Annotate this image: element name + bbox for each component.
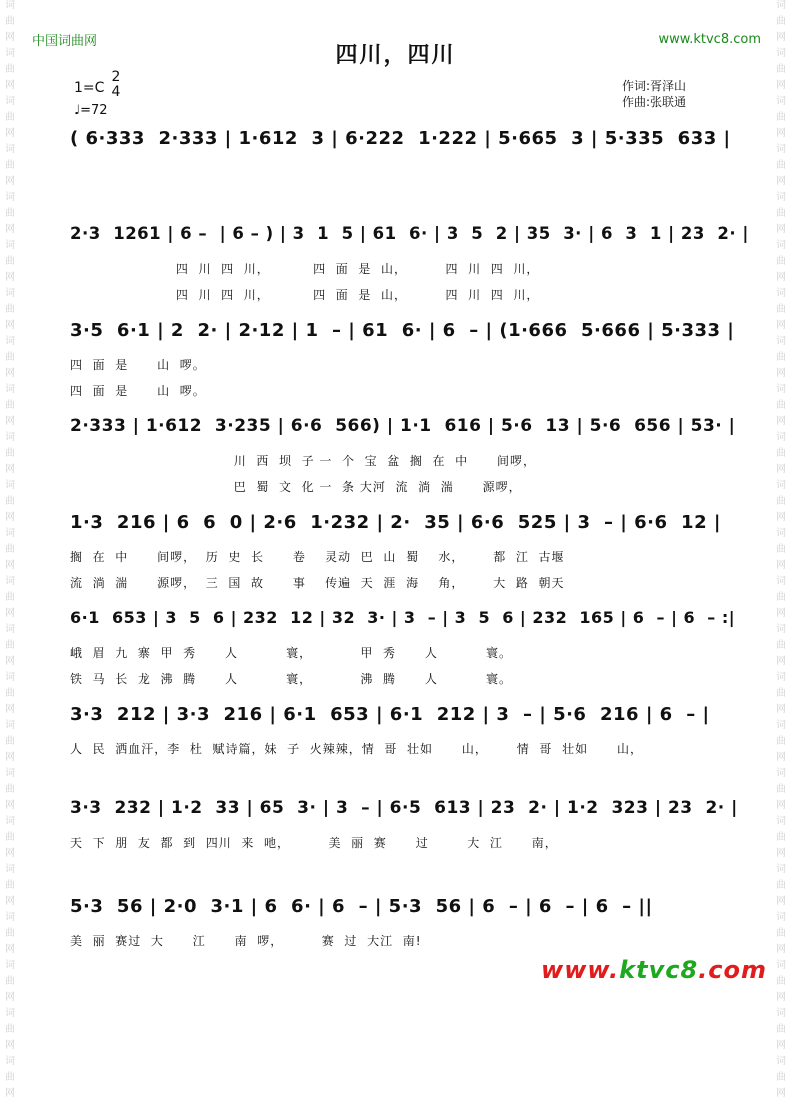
watermark-char: 词 <box>776 624 786 635</box>
watermark-char: 网 <box>776 368 786 379</box>
watermark-char: 词 <box>776 384 786 395</box>
lyric-line: 四 川 四 川， 四 面 是 山， 四 川 四 川， <box>70 262 540 276</box>
watermark-char: 网 <box>776 752 786 763</box>
watermark-char: 词 <box>5 672 15 683</box>
watermark-char: 词 <box>5 0 15 11</box>
watermark-char: 词 <box>5 912 15 923</box>
watermark-char: 词 <box>776 816 786 827</box>
notation-line: 5·3 56 | 2·0 3·1 | 6 6· | 6 – | 5·3 56 | 6 – | 6 – | 6 – || <box>70 896 653 917</box>
watermark-char: 词 <box>5 288 15 299</box>
watermark-char: 词 <box>776 1008 786 1019</box>
watermark-char: 词 <box>5 768 15 779</box>
lyric-line: 四 面 是 山 啰。 <box>70 358 206 372</box>
watermark-char: 网 <box>776 80 786 91</box>
watermark-char: 曲 <box>776 112 786 123</box>
watermark-char: 曲 <box>5 736 15 747</box>
site-name[interactable]: 中国词曲网 <box>32 34 98 49</box>
watermark-char: 网 <box>776 224 786 235</box>
watermark-char: 曲 <box>776 16 786 27</box>
watermark-char: 词 <box>776 192 786 203</box>
watermark-char: 曲 <box>776 1072 786 1083</box>
lyric-line: 川 西 坝 子 一 个 宝 盆 搁 在 中 间啰， <box>70 454 537 468</box>
watermark-char: 词 <box>5 576 15 587</box>
watermark-char: 曲 <box>5 1072 15 1083</box>
watermark-char: 曲 <box>5 400 15 411</box>
watermark-char: 曲 <box>5 16 15 27</box>
lyric-line: 天 下 朋 友 都 到 四川 来 吔， 美 丽 赛 过 大 江 南， <box>70 836 558 850</box>
watermark-char: 网 <box>5 944 15 955</box>
watermark-char: 网 <box>776 1040 786 1051</box>
watermark-char: 词 <box>5 432 15 443</box>
song-title: 四川，四川 <box>335 42 456 68</box>
watermark-char: 词 <box>5 1056 15 1067</box>
watermark-char: 词 <box>776 336 786 347</box>
left-watermark <box>0 0 20 1099</box>
lyric-line: 四 川 四 川， 四 面 是 山， 四 川 四 川， <box>70 288 540 302</box>
watermark-char: 网 <box>776 32 786 43</box>
meter-top: 2 <box>111 69 121 85</box>
lyric-line: 峨 眉 九 寨 甲 秀 人 寰， 甲 秀 人 寰。 <box>70 646 512 660</box>
watermark-char: 曲 <box>5 880 15 891</box>
watermark-char: 曲 <box>5 496 15 507</box>
time-signature <box>110 70 122 100</box>
watermark-char: 词 <box>776 576 786 587</box>
site-url[interactable]: www.ktvc8.com <box>658 32 761 47</box>
watermark-char: 词 <box>5 864 15 875</box>
watermark-char: 曲 <box>776 592 786 603</box>
watermark-char: 曲 <box>776 544 786 555</box>
watermark-char: 词 <box>5 384 15 395</box>
watermark-char: 网 <box>5 512 15 523</box>
watermark-char: 网 <box>776 896 786 907</box>
watermark-char: 曲 <box>5 544 15 555</box>
watermark-char: 词 <box>776 96 786 107</box>
lyric-line: 美 丽 赛过 大 江 南 啰， 赛 过 大江 南! <box>70 934 422 948</box>
watermark-char: 词 <box>5 336 15 347</box>
watermark-char: 网 <box>5 1040 15 1051</box>
watermark-char: 曲 <box>5 160 15 171</box>
watermark-char: 曲 <box>5 784 15 795</box>
watermark-char: 曲 <box>5 256 15 267</box>
watermark-char: 词 <box>5 480 15 491</box>
watermark-char: 词 <box>5 144 15 155</box>
watermark-char: 曲 <box>776 640 786 651</box>
lyric-line: 铁 马 长 龙 沸 腾 人 寰， 沸 腾 人 寰。 <box>70 672 512 686</box>
watermark-char: 曲 <box>5 928 15 939</box>
watermark-char: 网 <box>776 1088 786 1099</box>
notation-line: 1·3 216 | 6 6 0 | 2·6 1·232 | 2· 35 | 6·6 525 | 3 – | 6·6 12 | <box>70 512 721 533</box>
logo-brand: ktvc8 <box>619 956 699 984</box>
lyric-line: 人 民 洒血汗，李 杜 赋诗篇，妹 子 火辣辣，情 哥 壮如 山， 情 哥 壮如 山， <box>70 742 643 756</box>
watermark-char: 网 <box>5 704 15 715</box>
watermark-char: 曲 <box>776 208 786 219</box>
watermark-char: 词 <box>776 480 786 491</box>
watermark-char: 网 <box>5 848 15 859</box>
watermark-char: 网 <box>5 656 15 667</box>
watermark-char: 网 <box>776 992 786 1003</box>
watermark-char: 网 <box>776 656 786 667</box>
watermark-char: 曲 <box>5 304 15 315</box>
lyric-line: 四 面 是 山 啰。 <box>70 384 206 398</box>
meter-bottom: 4 <box>111 84 121 100</box>
watermark-char: 词 <box>776 672 786 683</box>
watermark-char: 曲 <box>776 256 786 267</box>
watermark-char: 曲 <box>5 352 15 363</box>
key-signature: 1=C <box>74 80 105 96</box>
watermark-char: 词 <box>5 48 15 59</box>
composer: 作曲:张联通 <box>622 95 687 109</box>
lyric-line: 巴 蜀 文 化 一 条 大河 流 淌 湍 源啰， <box>70 480 522 494</box>
watermark-char: 词 <box>776 768 786 779</box>
watermark-char: 网 <box>5 464 15 475</box>
watermark-char: 曲 <box>5 640 15 651</box>
watermark-char: 曲 <box>5 688 15 699</box>
notation-line: 3·3 232 | 1·2 33 | 65 3· | 3 – | 6·5 613 | 23 2· | 1·2 323 | 23 2· | <box>70 798 738 818</box>
watermark-char: 曲 <box>776 64 786 75</box>
watermark-char: 曲 <box>776 784 786 795</box>
watermark-char: 词 <box>776 912 786 923</box>
watermark-char: 网 <box>5 128 15 139</box>
watermark-char: 曲 <box>776 928 786 939</box>
watermark-char: 词 <box>5 960 15 971</box>
watermark-char: 曲 <box>5 976 15 987</box>
watermark-char: 网 <box>776 512 786 523</box>
notation-line: ( 6·333 2·333 | 1·612 3 | 6·222 1·222 | 5·665 3 | 5·335 633 | <box>70 128 731 149</box>
watermark-char: 词 <box>5 624 15 635</box>
watermark-char: 曲 <box>776 304 786 315</box>
watermark-char: 词 <box>5 240 15 251</box>
watermark-char: 网 <box>5 608 15 619</box>
logo-prefix: www. <box>541 956 620 984</box>
watermark-char: 网 <box>776 128 786 139</box>
watermark-char: 曲 <box>776 976 786 987</box>
watermark-char: 曲 <box>5 64 15 75</box>
watermark-char: 曲 <box>5 208 15 219</box>
watermark-char: 网 <box>776 800 786 811</box>
watermark-char: 曲 <box>5 832 15 843</box>
watermark-char: 网 <box>776 704 786 715</box>
watermark-char: 网 <box>5 32 15 43</box>
logo-suffix: .com <box>698 956 767 984</box>
watermark-char: 词 <box>776 48 786 59</box>
notation-line: 2·3 1261 | 6 – | 6 – ) | 3 1 5 | 61 6· | 3 5 2 | 35 3· | 6 3 1 | 23 2· | <box>70 224 749 243</box>
watermark-char: 网 <box>776 944 786 955</box>
watermark-char: 词 <box>776 288 786 299</box>
watermark-char: 网 <box>5 992 15 1003</box>
lyric-line: 流 淌 湍 源啰， 三 国 故 事 传遍 天 涯 海 角， 大 路 朝天 <box>70 576 565 590</box>
watermark-char: 网 <box>5 272 15 283</box>
watermark-char: 网 <box>5 1088 15 1099</box>
watermark-char: 词 <box>5 192 15 203</box>
watermark-char: 词 <box>5 1008 15 1019</box>
watermark-char: 网 <box>776 464 786 475</box>
watermark-char: 词 <box>776 432 786 443</box>
lyricist: 作词:胥泽山 <box>622 79 687 93</box>
watermark-char: 网 <box>5 560 15 571</box>
notation-line: 6·1 653 | 3 5 6 | 232 12 | 32 3· | 3 – | 3 5 6 | 232 165 | 6 – | 6 – :| <box>70 608 736 627</box>
watermark-char: 网 <box>5 80 15 91</box>
watermark-char: 曲 <box>776 496 786 507</box>
right-watermark <box>771 0 791 1099</box>
watermark-char: 网 <box>776 176 786 187</box>
watermark-char: 网 <box>776 416 786 427</box>
watermark-char: 网 <box>5 176 15 187</box>
watermark-char: 曲 <box>776 448 786 459</box>
watermark-char: 词 <box>5 528 15 539</box>
watermark-char: 曲 <box>776 832 786 843</box>
watermark-char: 网 <box>776 272 786 283</box>
footer-logo[interactable] <box>541 956 767 984</box>
watermark-char: 网 <box>5 368 15 379</box>
watermark-char: 词 <box>776 720 786 731</box>
watermark-char: 网 <box>5 224 15 235</box>
watermark-char: 网 <box>5 800 15 811</box>
watermark-char: 词 <box>776 528 786 539</box>
watermark-char: 曲 <box>5 112 15 123</box>
watermark-char: 曲 <box>776 160 786 171</box>
watermark-char: 曲 <box>776 1024 786 1035</box>
watermark-char: 词 <box>776 1056 786 1067</box>
watermark-char: 曲 <box>776 352 786 363</box>
watermark-char: 网 <box>776 608 786 619</box>
lyric-line: 搁 在 中 间啰， 历 史 长 卷 灵动 巴 山 蜀 水， 都 江 古堰 <box>70 550 565 564</box>
credits <box>622 78 686 110</box>
watermark-char: 网 <box>776 320 786 331</box>
watermark-char: 曲 <box>776 400 786 411</box>
watermark-char: 网 <box>5 320 15 331</box>
notation-line: 3·5 6·1 | 2 2· | 2·12 | 1 – | 61 6· | 6 – | (1·666 5·666 | 5·333 | <box>70 320 735 341</box>
watermark-char: 词 <box>776 864 786 875</box>
watermark-char: 词 <box>776 960 786 971</box>
watermark-char: 网 <box>5 752 15 763</box>
watermark-char: 词 <box>5 96 15 107</box>
watermark-char: 词 <box>5 720 15 731</box>
watermark-char: 网 <box>776 848 786 859</box>
watermark-char: 网 <box>5 896 15 907</box>
watermark-char: 词 <box>776 0 786 11</box>
watermark-char: 词 <box>776 240 786 251</box>
notation-line: 2·333 | 1·612 3·235 | 6·6 566) | 1·1 616 | 5·6 13 | 5·6 656 | 53· | <box>70 416 736 436</box>
watermark-char: 曲 <box>5 448 15 459</box>
watermark-char: 曲 <box>5 1024 15 1035</box>
watermark-char: 网 <box>5 416 15 427</box>
watermark-char: 词 <box>776 144 786 155</box>
watermark-char: 曲 <box>776 736 786 747</box>
watermark-char: 曲 <box>776 880 786 891</box>
tempo-mark: ♩=72 <box>74 103 108 118</box>
watermark-char: 曲 <box>5 592 15 603</box>
watermark-char: 网 <box>776 560 786 571</box>
watermark-char: 曲 <box>776 688 786 699</box>
notation-line: 3·3 212 | 3·3 216 | 6·1 653 | 6·1 212 | 3 – | 5·6 216 | 6 – | <box>70 704 710 725</box>
watermark-char: 词 <box>5 816 15 827</box>
